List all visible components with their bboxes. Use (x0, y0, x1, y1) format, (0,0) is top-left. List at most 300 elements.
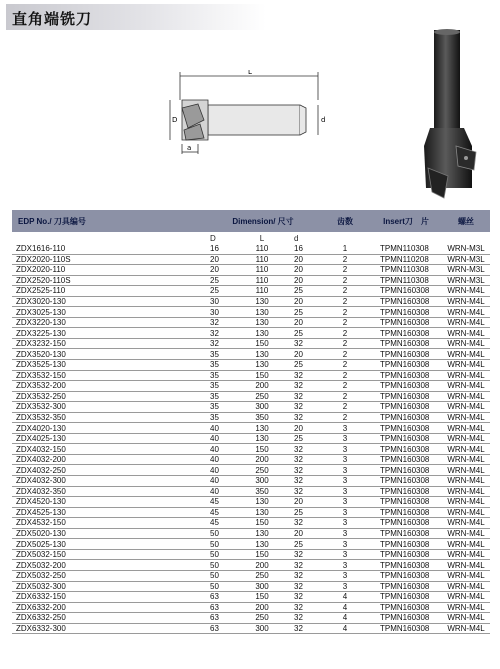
screw-code: WRN-M4L (442, 391, 490, 402)
edp-no: ZDX2525-110 (12, 286, 206, 297)
insert-code: TPMN160308 (370, 560, 442, 571)
table-row (12, 518, 490, 529)
table-row (12, 570, 490, 581)
dim-L: 200 (236, 602, 288, 613)
dim-D: 25 (206, 275, 236, 286)
dim-d: 32 (288, 486, 320, 497)
dim-D: 25 (206, 286, 236, 297)
dim-L: 150 (236, 338, 288, 349)
teeth-count: 2 (320, 265, 370, 276)
table-row (12, 349, 490, 360)
edp-no: ZDX3025-130 (12, 307, 206, 318)
teeth-count: 3 (320, 465, 370, 476)
dim-L: 110 (236, 254, 288, 265)
dim-d: 32 (288, 592, 320, 603)
dim-D: 35 (206, 381, 236, 392)
dim-d: 25 (288, 433, 320, 444)
table-row (12, 613, 490, 624)
table-row (12, 581, 490, 592)
teeth-count: 2 (320, 328, 370, 339)
teeth-count: 3 (320, 570, 370, 581)
dim-D: 50 (206, 581, 236, 592)
dim-L: 130 (236, 528, 288, 539)
table-row (12, 444, 490, 455)
edp-no: ZDX4032-350 (12, 486, 206, 497)
dim-d: 32 (288, 613, 320, 624)
dim-D: 35 (206, 412, 236, 423)
insert-code: TPMN160308 (370, 592, 442, 603)
dim-D: 40 (206, 423, 236, 434)
dim-D: 63 (206, 613, 236, 624)
spec-table (12, 210, 490, 634)
dim-D: 16 (206, 244, 236, 254)
table-row (12, 476, 490, 487)
edp-no: ZDX3525-130 (12, 360, 206, 371)
dim-D: 50 (206, 560, 236, 571)
dim-d: 32 (288, 518, 320, 529)
edp-no: ZDX4525-130 (12, 507, 206, 518)
edp-no: ZDX6332-150 (12, 592, 206, 603)
screw-code: WRN-M4L (442, 296, 490, 307)
edp-no: ZDX4025-130 (12, 433, 206, 444)
screw-code: WRN-M3L (442, 265, 490, 276)
teeth-count: 3 (320, 444, 370, 455)
dim-d: 32 (288, 391, 320, 402)
dim-D: 45 (206, 507, 236, 518)
dim-d: 32 (288, 338, 320, 349)
table-row (12, 286, 490, 297)
col-L: L (236, 232, 288, 244)
dim-L: 110 (236, 244, 288, 254)
teeth-count: 1 (320, 244, 370, 254)
table-row (12, 317, 490, 328)
table-row (12, 560, 490, 571)
insert-code: TPMN160308 (370, 602, 442, 613)
dim-D: 30 (206, 296, 236, 307)
edp-no: ZDX1616-110 (12, 244, 206, 254)
dim-L: 110 (236, 286, 288, 297)
screw-code: WRN-M4L (442, 286, 490, 297)
dim-d: 20 (288, 254, 320, 265)
insert-code: TPMN160308 (370, 623, 442, 634)
screw-code: WRN-M4L (442, 581, 490, 592)
dim-d: 20 (288, 296, 320, 307)
insert-code: TPMN110308 (370, 244, 442, 254)
dim-label-D: D (172, 116, 178, 124)
insert-code: TPMN160308 (370, 497, 442, 508)
screw-code: WRN-M4L (442, 528, 490, 539)
dim-d: 20 (288, 349, 320, 360)
dim-L: 300 (236, 581, 288, 592)
table-row (12, 486, 490, 497)
insert-code: TPMN160308 (370, 581, 442, 592)
table-row (12, 433, 490, 444)
screw-code: WRN-M4L (442, 444, 490, 455)
screw-code: WRN-M3L (442, 244, 490, 254)
insert-code: TPMN160308 (370, 402, 442, 413)
col-edp: EDP No./ 刀具编号 (12, 210, 206, 232)
dim-L: 130 (236, 349, 288, 360)
screw-code: WRN-M4L (442, 486, 490, 497)
edp-no: ZDX3020-130 (12, 296, 206, 307)
dim-L: 200 (236, 454, 288, 465)
dim-D: 32 (206, 317, 236, 328)
col-screw: 螺丝 (442, 210, 490, 232)
dim-d: 32 (288, 581, 320, 592)
table-row (12, 338, 490, 349)
edp-no: ZDX5025-130 (12, 539, 206, 550)
table-row (12, 623, 490, 634)
edp-no: ZDX6332-300 (12, 623, 206, 634)
screw-code: WRN-M4L (442, 317, 490, 328)
dim-D: 50 (206, 570, 236, 581)
insert-code: TPMN160308 (370, 296, 442, 307)
dim-d: 32 (288, 602, 320, 613)
dim-d: 32 (288, 465, 320, 476)
dim-L: 250 (236, 465, 288, 476)
table-row (12, 296, 490, 307)
dim-L: 130 (236, 317, 288, 328)
dim-L: 350 (236, 486, 288, 497)
dim-d: 32 (288, 570, 320, 581)
dim-D: 40 (206, 454, 236, 465)
dim-L: 150 (236, 370, 288, 381)
screw-code: WRN-M4L (442, 613, 490, 624)
dim-d: 16 (288, 244, 320, 254)
dim-D: 20 (206, 254, 236, 265)
edp-no: ZDX3532-200 (12, 381, 206, 392)
dim-L: 130 (236, 507, 288, 518)
edp-no: ZDX4032-200 (12, 454, 206, 465)
insert-code: TPMN110308 (370, 265, 442, 276)
dim-L: 300 (236, 402, 288, 413)
edp-no: ZDX5032-250 (12, 570, 206, 581)
screw-code: WRN-M4L (442, 570, 490, 581)
table-row (12, 412, 490, 423)
dim-D: 40 (206, 433, 236, 444)
dim-L: 150 (236, 592, 288, 603)
insert-code: TPMN160308 (370, 570, 442, 581)
teeth-count: 2 (320, 286, 370, 297)
table-row (12, 497, 490, 508)
dim-D: 45 (206, 497, 236, 508)
col-insert: Insert刀 片 (370, 210, 442, 232)
dim-d: 25 (288, 286, 320, 297)
table-row (12, 254, 490, 265)
table-row (12, 391, 490, 402)
table-row (12, 244, 490, 254)
dim-D: 63 (206, 623, 236, 634)
screw-code: WRN-M4L (442, 602, 490, 613)
edp-no: ZDX4032-250 (12, 465, 206, 476)
table-row (12, 265, 490, 276)
table-row (12, 402, 490, 413)
table-row (12, 360, 490, 371)
sub-header-row (12, 232, 490, 244)
screw-code: WRN-M4L (442, 549, 490, 560)
dim-D: 40 (206, 486, 236, 497)
edp-no: ZDX6332-250 (12, 613, 206, 624)
dim-D: 40 (206, 444, 236, 455)
dim-d: 25 (288, 307, 320, 318)
edp-no: ZDX3532-350 (12, 412, 206, 423)
edp-no: ZDX2020-110S (12, 254, 206, 265)
screw-code: WRN-M4L (442, 307, 490, 318)
insert-code: TPMN160308 (370, 486, 442, 497)
dim-D: 50 (206, 539, 236, 550)
insert-code: TPMN160308 (370, 412, 442, 423)
screw-code: WRN-M4L (442, 539, 490, 550)
dim-L: 130 (236, 296, 288, 307)
screw-code: WRN-M4L (442, 507, 490, 518)
teeth-count: 3 (320, 539, 370, 550)
screw-code: WRN-M4L (442, 560, 490, 571)
table-row (12, 328, 490, 339)
insert-code: TPMN160308 (370, 370, 442, 381)
dim-D: 20 (206, 265, 236, 276)
table-row (12, 307, 490, 318)
insert-code: TPMN160308 (370, 444, 442, 455)
col-teeth: 齿数 (320, 210, 370, 232)
dim-d: 32 (288, 623, 320, 634)
teeth-count: 2 (320, 391, 370, 402)
edp-no: ZDX5032-150 (12, 549, 206, 560)
end-mill-drawing (168, 70, 338, 160)
dim-L: 130 (236, 497, 288, 508)
edp-no: ZDX5032-200 (12, 560, 206, 571)
table-row (12, 454, 490, 465)
insert-code: TPMN160308 (370, 476, 442, 487)
table-row (12, 549, 490, 560)
insert-code: TPMN160308 (370, 328, 442, 339)
dim-L: 110 (236, 275, 288, 286)
dim-d: 32 (288, 402, 320, 413)
insert-code: TPMN160308 (370, 317, 442, 328)
dim-d: 25 (288, 539, 320, 550)
dim-L: 300 (236, 623, 288, 634)
dim-L: 300 (236, 476, 288, 487)
col-d: d (288, 232, 320, 244)
dim-d: 20 (288, 265, 320, 276)
insert-code: TPMN160308 (370, 349, 442, 360)
table-row (12, 423, 490, 434)
table-row (12, 592, 490, 603)
dim-L: 350 (236, 412, 288, 423)
dim-L: 130 (236, 307, 288, 318)
dim-d: 32 (288, 381, 320, 392)
insert-code: TPMN160308 (370, 613, 442, 624)
edp-no: ZDX4020-130 (12, 423, 206, 434)
dim-D: 35 (206, 402, 236, 413)
page-title: 直角端铣刀 (12, 10, 93, 28)
edp-no: ZDX4532-150 (12, 518, 206, 529)
teeth-count: 3 (320, 560, 370, 571)
dim-D: 35 (206, 391, 236, 402)
teeth-count: 3 (320, 497, 370, 508)
dim-d: 25 (288, 328, 320, 339)
teeth-count: 3 (320, 528, 370, 539)
screw-code: WRN-M4L (442, 518, 490, 529)
col-dimension: Dimension/ 尺寸 (206, 210, 320, 232)
insert-code: TPMN160308 (370, 391, 442, 402)
insert-code: TPMN160308 (370, 507, 442, 518)
teeth-count: 2 (320, 370, 370, 381)
edp-no: ZDX3520-130 (12, 349, 206, 360)
dim-D: 35 (206, 349, 236, 360)
dim-D: 35 (206, 360, 236, 371)
dim-D: 40 (206, 465, 236, 476)
teeth-count: 3 (320, 549, 370, 560)
screw-code: WRN-M4L (442, 412, 490, 423)
teeth-count: 2 (320, 307, 370, 318)
edp-no: ZDX3220-130 (12, 317, 206, 328)
dim-L: 130 (236, 433, 288, 444)
teeth-count: 3 (320, 423, 370, 434)
dim-d: 32 (288, 454, 320, 465)
insert-code: TPMN160308 (370, 423, 442, 434)
insert-code: TPMN160308 (370, 307, 442, 318)
screw-code: WRN-M4L (442, 360, 490, 371)
table-row (12, 370, 490, 381)
dim-d: 20 (288, 497, 320, 508)
end-mill-photo (408, 28, 488, 208)
teeth-count: 2 (320, 296, 370, 307)
teeth-count: 3 (320, 507, 370, 518)
insert-code: TPMN160308 (370, 286, 442, 297)
dim-label-L: L (248, 70, 252, 76)
dim-L: 150 (236, 549, 288, 560)
insert-code: TPMN110308 (370, 275, 442, 286)
insert-code: TPMN160308 (370, 454, 442, 465)
edp-no: ZDX5032-300 (12, 581, 206, 592)
insert-code: TPMN160308 (370, 539, 442, 550)
dim-d: 20 (288, 528, 320, 539)
screw-code: WRN-M3L (442, 254, 490, 265)
insert-code: TPMN160308 (370, 338, 442, 349)
edp-no: ZDX3532-250 (12, 391, 206, 402)
dim-D: 30 (206, 307, 236, 318)
teeth-count: 2 (320, 275, 370, 286)
dim-d: 20 (288, 275, 320, 286)
teeth-count: 2 (320, 360, 370, 371)
dim-d: 20 (288, 423, 320, 434)
dim-L: 150 (236, 444, 288, 455)
teeth-count: 4 (320, 602, 370, 613)
dim-L: 150 (236, 518, 288, 529)
dim-L: 250 (236, 613, 288, 624)
insert-code: TPMN160308 (370, 465, 442, 476)
teeth-count: 2 (320, 381, 370, 392)
dim-L: 130 (236, 360, 288, 371)
table-row (12, 275, 490, 286)
edp-no: ZDX6332-200 (12, 602, 206, 613)
teeth-count: 4 (320, 623, 370, 634)
screw-code: WRN-M4L (442, 433, 490, 444)
screw-code: WRN-M4L (442, 623, 490, 634)
dim-d: 32 (288, 412, 320, 423)
insert-code: TPMN160308 (370, 433, 442, 444)
dim-L: 130 (236, 328, 288, 339)
screw-code: WRN-M4L (442, 338, 490, 349)
insert-code: TPMN160308 (370, 381, 442, 392)
teeth-count: 2 (320, 254, 370, 265)
teeth-count: 3 (320, 581, 370, 592)
col-D: D (206, 232, 236, 244)
edp-no: ZDX2520-110S (12, 275, 206, 286)
teeth-count: 2 (320, 317, 370, 328)
dim-L: 200 (236, 381, 288, 392)
screw-code: WRN-M3L (442, 275, 490, 286)
screw-code: WRN-M4L (442, 328, 490, 339)
dim-d: 20 (288, 317, 320, 328)
screw-code: WRN-M4L (442, 454, 490, 465)
spec-table-body (12, 244, 490, 634)
edp-no: ZDX3232-150 (12, 338, 206, 349)
dim-D: 63 (206, 602, 236, 613)
insert-code: TPMN110208 (370, 254, 442, 265)
dim-D: 32 (206, 328, 236, 339)
edp-no: ZDX4032-300 (12, 476, 206, 487)
edp-no: ZDX3532-300 (12, 402, 206, 413)
dim-d: 32 (288, 560, 320, 571)
dim-d: 32 (288, 549, 320, 560)
teeth-count: 2 (320, 412, 370, 423)
dim-L: 130 (236, 423, 288, 434)
teeth-count: 3 (320, 454, 370, 465)
dim-d: 25 (288, 507, 320, 518)
insert-code: TPMN160308 (370, 549, 442, 560)
screw-code: WRN-M4L (442, 349, 490, 360)
dim-D: 40 (206, 476, 236, 487)
dim-D: 35 (206, 370, 236, 381)
teeth-count: 4 (320, 592, 370, 603)
dim-D: 63 (206, 592, 236, 603)
dim-D: 50 (206, 528, 236, 539)
table-row (12, 381, 490, 392)
screw-code: WRN-M4L (442, 370, 490, 381)
dim-L: 110 (236, 265, 288, 276)
dim-L: 130 (236, 539, 288, 550)
insert-code: TPMN160308 (370, 518, 442, 529)
table-row (12, 539, 490, 550)
edp-no: ZDX4520-130 (12, 497, 206, 508)
edp-no: ZDX3532-150 (12, 370, 206, 381)
screw-code: WRN-M4L (442, 381, 490, 392)
teeth-count: 4 (320, 613, 370, 624)
dim-d: 32 (288, 444, 320, 455)
teeth-count: 2 (320, 402, 370, 413)
dim-d: 32 (288, 476, 320, 487)
dim-D: 32 (206, 338, 236, 349)
table-row (12, 465, 490, 476)
screw-code: WRN-M4L (442, 402, 490, 413)
edp-no: ZDX2020-110 (12, 265, 206, 276)
teeth-count: 2 (320, 338, 370, 349)
insert-code: TPMN160308 (370, 360, 442, 371)
teeth-count: 3 (320, 486, 370, 497)
header-row (12, 210, 490, 232)
dim-D: 50 (206, 549, 236, 560)
edp-no: ZDX5020-130 (12, 528, 206, 539)
screw-code: WRN-M4L (442, 592, 490, 603)
teeth-count: 2 (320, 349, 370, 360)
edp-no: ZDX3225-130 (12, 328, 206, 339)
dim-d: 32 (288, 370, 320, 381)
dim-label-a: a (187, 144, 192, 152)
dim-D: 45 (206, 518, 236, 529)
teeth-count: 3 (320, 518, 370, 529)
dim-L: 250 (236, 570, 288, 581)
